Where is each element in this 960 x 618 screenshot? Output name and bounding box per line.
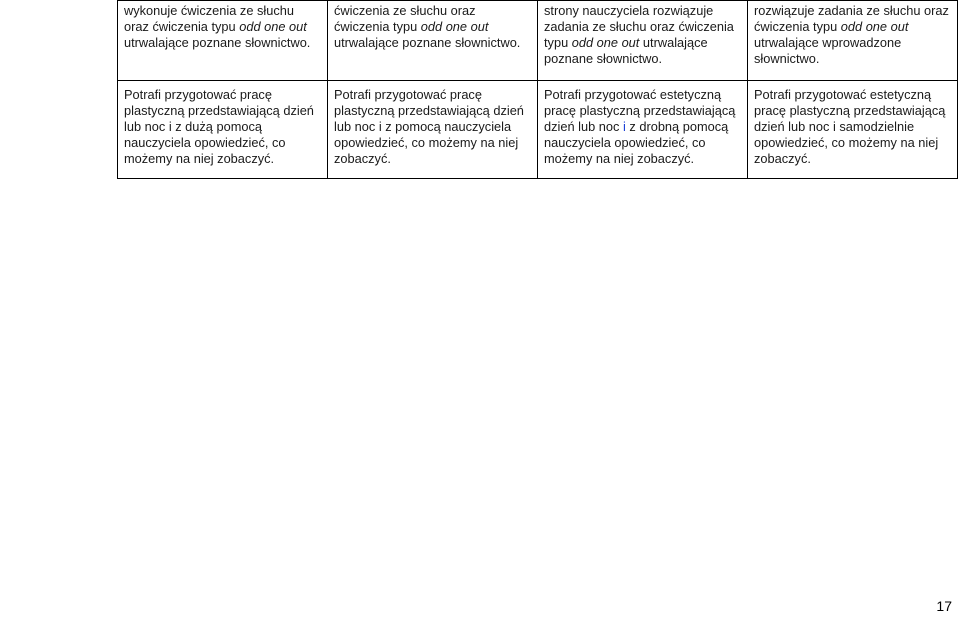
- cell-text: Potrafi przygotować estetyczną pracę plastyczną przedstawiającą dzień lub noc i samodzielnie opowiedzieć, co możemy na niej zobaczyć.: [754, 87, 946, 166]
- table-row: [118, 81, 958, 179]
- table-row: [118, 1, 958, 81]
- criteria-table: [117, 0, 958, 179]
- table-cell: [118, 81, 328, 179]
- cell-text: Potrafi przygotować pracę plastyczną przedstawiającą dzień lub noc i z dużą pomocą nauczyciela opowiedzieć, co możemy na niej zobaczyć.: [124, 87, 314, 166]
- cell-text: Potrafi przygotować estetyczną pracę plastyczną przedstawiającą dzień lub noc i z drobną pomocą nauczyciela opowiedzieć, co możemy na niej zobaczyć.: [544, 87, 736, 166]
- table-cell: [748, 81, 958, 179]
- highlighted-word: i: [622, 119, 626, 134]
- cell-text: strony nauczyciela rozwiązuje zadania ze słuchu oraz ćwiczenia typu odd one out utrwalające poznane słownictwo.: [544, 3, 734, 66]
- table-cell: [538, 1, 748, 81]
- table-cell: [538, 81, 748, 179]
- cell-text: ćwiczenia ze słuchu oraz ćwiczenia typu odd one out utrwalające poznane słownictwo.: [334, 3, 521, 50]
- table-cell: [118, 1, 328, 81]
- table-cell: [328, 1, 538, 81]
- cell-text: Potrafi przygotować pracę plastyczną przedstawiającą dzień lub noc i z pomocą nauczyciela opowiedzieć, co możemy na niej zobaczyć.: [334, 87, 524, 166]
- cell-text: rozwiązuje zadania ze słuchu oraz ćwiczenia typu odd one out utrwalające wprowadzone słownictwo.: [754, 3, 949, 66]
- cell-text: wykonuje ćwiczenia ze słuchu oraz ćwiczenia typu odd one out utrwalające poznane słownictwo.: [124, 3, 311, 50]
- table-cell: [328, 81, 538, 179]
- table-cell: [748, 1, 958, 81]
- page-number: 17: [936, 598, 952, 614]
